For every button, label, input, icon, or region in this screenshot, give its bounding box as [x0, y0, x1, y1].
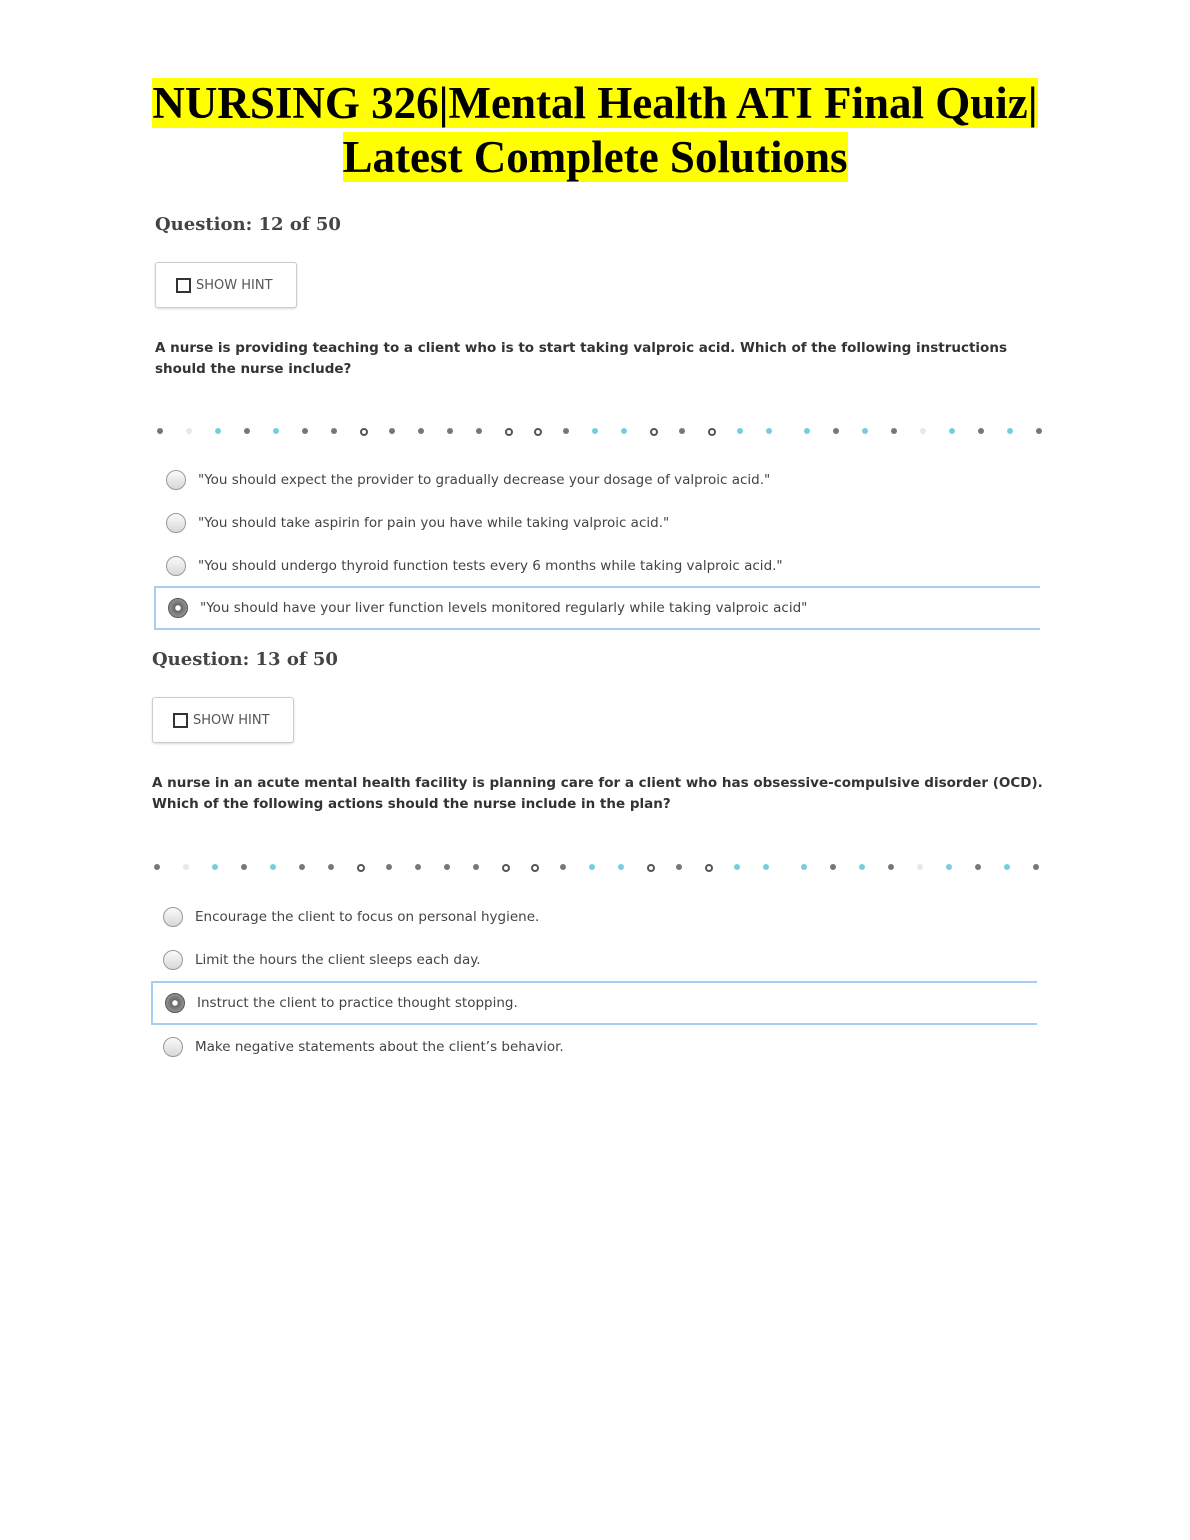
radio-icon[interactable] [163, 950, 183, 970]
progress-dot[interactable] [505, 428, 513, 436]
radio-icon[interactable] [166, 470, 186, 490]
show-hint-button-q13[interactable] [152, 697, 294, 743]
progress-dot[interactable] [531, 864, 539, 872]
progress-dot[interactable] [589, 864, 595, 870]
answer-option[interactable] [151, 895, 1037, 939]
answer-option[interactable] [151, 938, 1037, 982]
show-hint-button-q12[interactable] [155, 262, 297, 308]
progress-dot[interactable] [801, 864, 807, 870]
progress-dot[interactable] [1036, 428, 1042, 434]
answer-option-text: Encourage the client to focus on personal hygiene. [195, 909, 540, 925]
progress-dot[interactable] [1004, 864, 1010, 870]
progress-dot[interactable] [563, 428, 569, 434]
answer-option[interactable] [151, 1025, 1037, 1069]
progress-dot[interactable] [946, 864, 952, 870]
question-12-progress-dots [157, 428, 1037, 438]
progress-dot[interactable] [708, 428, 716, 436]
radio-selected-icon[interactable] [168, 598, 188, 618]
progress-dot[interactable] [705, 864, 713, 872]
answer-option-text: "You should expect the provider to gradually decrease your dosage of valproic acid." [198, 472, 771, 488]
progress-dot[interactable] [920, 428, 926, 434]
document-title [0, 76, 1190, 184]
answer-option[interactable] [151, 981, 1037, 1025]
progress-dot[interactable] [302, 428, 308, 434]
question-12-stem: A nurse is providing teaching to a client who is to start taking valproic acid. Which of the following instructions should the nurse include? [155, 340, 1007, 377]
question-12-label: Question: 12 of 50 [155, 214, 341, 235]
checkbox-icon [173, 713, 188, 728]
answer-option[interactable] [154, 501, 1040, 545]
show-hint-label: SHOW HINT [193, 712, 270, 728]
radio-icon[interactable] [163, 1037, 183, 1057]
progress-dot[interactable] [273, 428, 279, 434]
progress-dot[interactable] [621, 428, 627, 434]
progress-dot[interactable] [676, 864, 682, 870]
progress-dot[interactable] [592, 428, 598, 434]
progress-dot[interactable] [212, 864, 218, 870]
progress-dot[interactable] [154, 864, 160, 870]
progress-dot[interactable] [804, 428, 810, 434]
progress-dot[interactable] [241, 864, 247, 870]
progress-dot[interactable] [1033, 864, 1039, 870]
progress-dot[interactable] [949, 428, 955, 434]
progress-dot[interactable] [833, 428, 839, 434]
progress-dot[interactable] [647, 864, 655, 872]
progress-dot[interactable] [763, 864, 769, 870]
progress-dot[interactable] [447, 428, 453, 434]
radio-icon[interactable] [166, 556, 186, 576]
progress-dot[interactable] [679, 428, 685, 434]
title-line-2: Latest Complete Solutions [342, 132, 848, 182]
progress-dot[interactable] [389, 428, 395, 434]
progress-dot[interactable] [978, 428, 984, 434]
progress-dot[interactable] [386, 864, 392, 870]
radio-icon[interactable] [166, 513, 186, 533]
answer-option-text: "You should take aspirin for pain you have while taking valproic acid." [198, 515, 670, 531]
answer-option[interactable] [154, 586, 1040, 630]
progress-dot[interactable] [473, 864, 479, 870]
progress-dot[interactable] [1007, 428, 1013, 434]
checkbox-icon [176, 278, 191, 293]
progress-dot[interactable] [650, 428, 658, 436]
progress-dot[interactable] [186, 428, 192, 434]
radio-selected-icon[interactable] [165, 993, 185, 1013]
answer-option-text: Make negative statements about the client’s behavior. [195, 1039, 564, 1055]
progress-dot[interactable] [328, 864, 334, 870]
progress-dot[interactable] [917, 864, 923, 870]
progress-dot[interactable] [157, 428, 163, 434]
progress-dot[interactable] [891, 428, 897, 434]
progress-dot[interactable] [360, 428, 368, 436]
progress-dot[interactable] [975, 864, 981, 870]
progress-dot[interactable] [415, 864, 421, 870]
answer-option-text: Limit the hours the client sleeps each day. [195, 952, 481, 968]
progress-dot[interactable] [862, 428, 868, 434]
progress-dot[interactable] [888, 864, 894, 870]
question-13-stem: A nurse in an acute mental health facility is planning care for a client who has obsessive-compulsive disorder (OCD). Which of the following actions should the nurse include in the plan? [152, 775, 1043, 812]
answer-option-text: "You should undergo thyroid function tests every 6 months while taking valproic acid." [198, 558, 783, 574]
progress-dot[interactable] [534, 428, 542, 436]
progress-dot[interactable] [215, 428, 221, 434]
answer-option-text: Instruct the client to practice thought stopping. [197, 995, 518, 1011]
answer-option-text: "You should have your liver function levels monitored regularly while taking valproic acid" [200, 600, 808, 616]
answer-option[interactable] [154, 458, 1040, 502]
progress-dot[interactable] [244, 428, 250, 434]
show-hint-label: SHOW HINT [196, 277, 273, 293]
question-13-progress-dots [154, 864, 1034, 874]
progress-dot[interactable] [766, 428, 772, 434]
progress-dot[interactable] [357, 864, 365, 872]
progress-dot[interactable] [444, 864, 450, 870]
progress-dot[interactable] [331, 428, 337, 434]
title-line-1: NURSING 326|Mental Health ATI Final Quiz| [152, 78, 1038, 128]
progress-dot[interactable] [299, 864, 305, 870]
progress-dot[interactable] [270, 864, 276, 870]
progress-dot[interactable] [737, 428, 743, 434]
radio-icon[interactable] [163, 907, 183, 927]
progress-dot[interactable] [830, 864, 836, 870]
progress-dot[interactable] [502, 864, 510, 872]
progress-dot[interactable] [476, 428, 482, 434]
progress-dot[interactable] [859, 864, 865, 870]
progress-dot[interactable] [734, 864, 740, 870]
progress-dot[interactable] [560, 864, 566, 870]
question-13-label: Question: 13 of 50 [152, 649, 338, 670]
progress-dot[interactable] [183, 864, 189, 870]
answer-option[interactable] [154, 544, 1040, 588]
progress-dot[interactable] [618, 864, 624, 870]
progress-dot[interactable] [418, 428, 424, 434]
